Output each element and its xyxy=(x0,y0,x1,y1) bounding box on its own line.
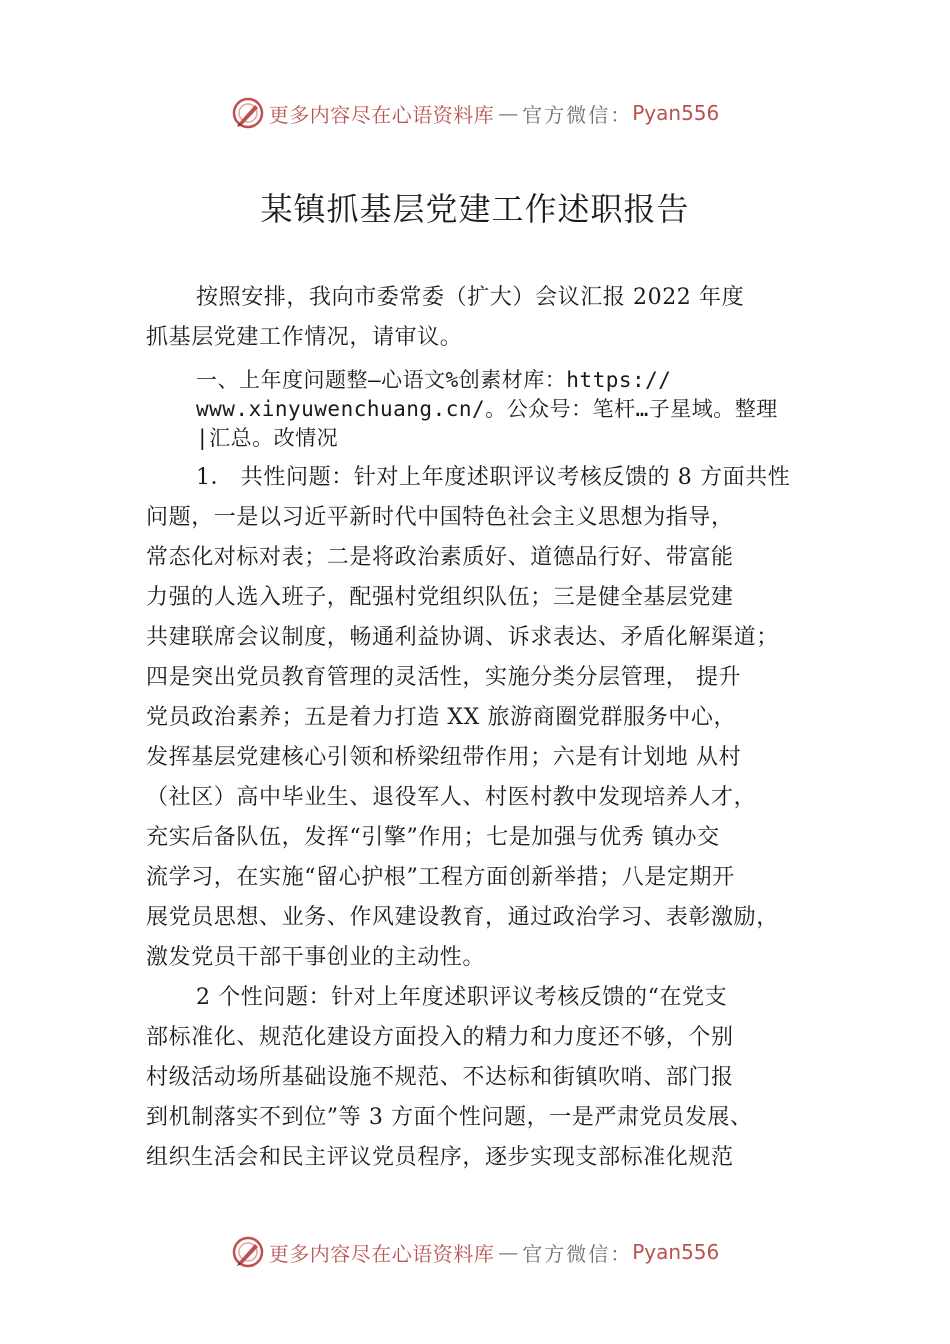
banner-account: Pyan556 xyxy=(632,101,720,125)
body-line: 党员政治素养；五是着力打造 XX 旅游商圈党群服务中心， xyxy=(146,705,737,730)
header-banner xyxy=(0,93,950,133)
body-line: 一、上年度问题整—心语文%创素材库：https:// xyxy=(196,368,672,392)
body-line: 按照安排，我向市委常委（扩大）会议汇报 2022 年度 xyxy=(196,285,745,310)
body-line: 展党员思想、业务、作风建设教育，通过政治学习、表彰激励， xyxy=(146,905,779,930)
body-line: 流学习，在实施“留心护根”工程方面创新举措；八是定期开 xyxy=(146,865,735,890)
banner-label: 官方微信： xyxy=(522,102,633,127)
pen-logo-icon xyxy=(231,1235,265,1269)
body-line: 2 个性问题：针对上年度述职评议考核反馈的“在党支 xyxy=(196,985,728,1010)
body-line: 到机制落实不到位”等 3 方面个性问题，一是严肃党员发展、 xyxy=(146,1105,753,1130)
body-line: 1． 共性问题：针对上年度述职评议考核反馈的 8 方面共性 xyxy=(196,465,791,490)
body-line: 共建联席会议制度，畅通利益协调、诉求表达、矛盾化解渠道； xyxy=(146,625,779,650)
body-line: 发挥基层党建核心引领和桥梁纽带作用；六是有计划地 从村 xyxy=(146,745,742,770)
body-line: 组织生活会和民主评议党员程序，逐步实现支部标准化规范 xyxy=(146,1145,734,1170)
banner-text: 更多内容尽在心语资料库 xyxy=(268,102,495,127)
body-line: 常态化对标对表；二是将政治素质好、道德品行好、带富能 xyxy=(146,545,734,570)
banner-account: Pyan556 xyxy=(632,1240,720,1264)
body-line: |汇总。改情况 xyxy=(196,426,339,450)
body-line: （社区）高中毕业生、退役军人、村医村教中发现培养人才， xyxy=(146,785,757,810)
banner-separator: — xyxy=(498,1240,519,1264)
body-line: 问题，一是以习近平新时代中国特色社会主义思想为指导， xyxy=(146,505,734,530)
document-title: 某镇抓基层党建工作述职报告 xyxy=(260,190,690,228)
body-line: 四是突出党员教育管理的灵活性，实施分类分层管理， 提升 xyxy=(146,665,742,690)
body-line: www.xinyuwenchuang.cn/。公众号：笔杆…子星域。整理 xyxy=(196,397,778,421)
body-line: 充实后备队伍，发挥“引擎”作用；七是加强与优秀 镇办交 xyxy=(146,825,720,850)
banner-label: 官方微信： xyxy=(522,1241,633,1266)
body-line: 抓基层党建工作情况，请审议。 xyxy=(146,325,463,350)
body-line: 力强的人选入班子，配强村党组织队伍；三是健全基层党建 xyxy=(146,585,734,610)
body-line: 激发党员干部干事创业的主动性。 xyxy=(146,945,486,970)
banner-text: 更多内容尽在心语资料库 xyxy=(268,1241,495,1266)
pen-logo-icon xyxy=(231,96,265,130)
body-line: 部标准化、规范化建设方面投入的精力和力度还不够，个别 xyxy=(146,1025,734,1050)
body-line: 村级活动场所基础设施不规范、不达标和街镇吹哨、部门报 xyxy=(146,1065,734,1090)
footer-banner xyxy=(0,1232,950,1272)
banner-separator: — xyxy=(498,101,519,125)
